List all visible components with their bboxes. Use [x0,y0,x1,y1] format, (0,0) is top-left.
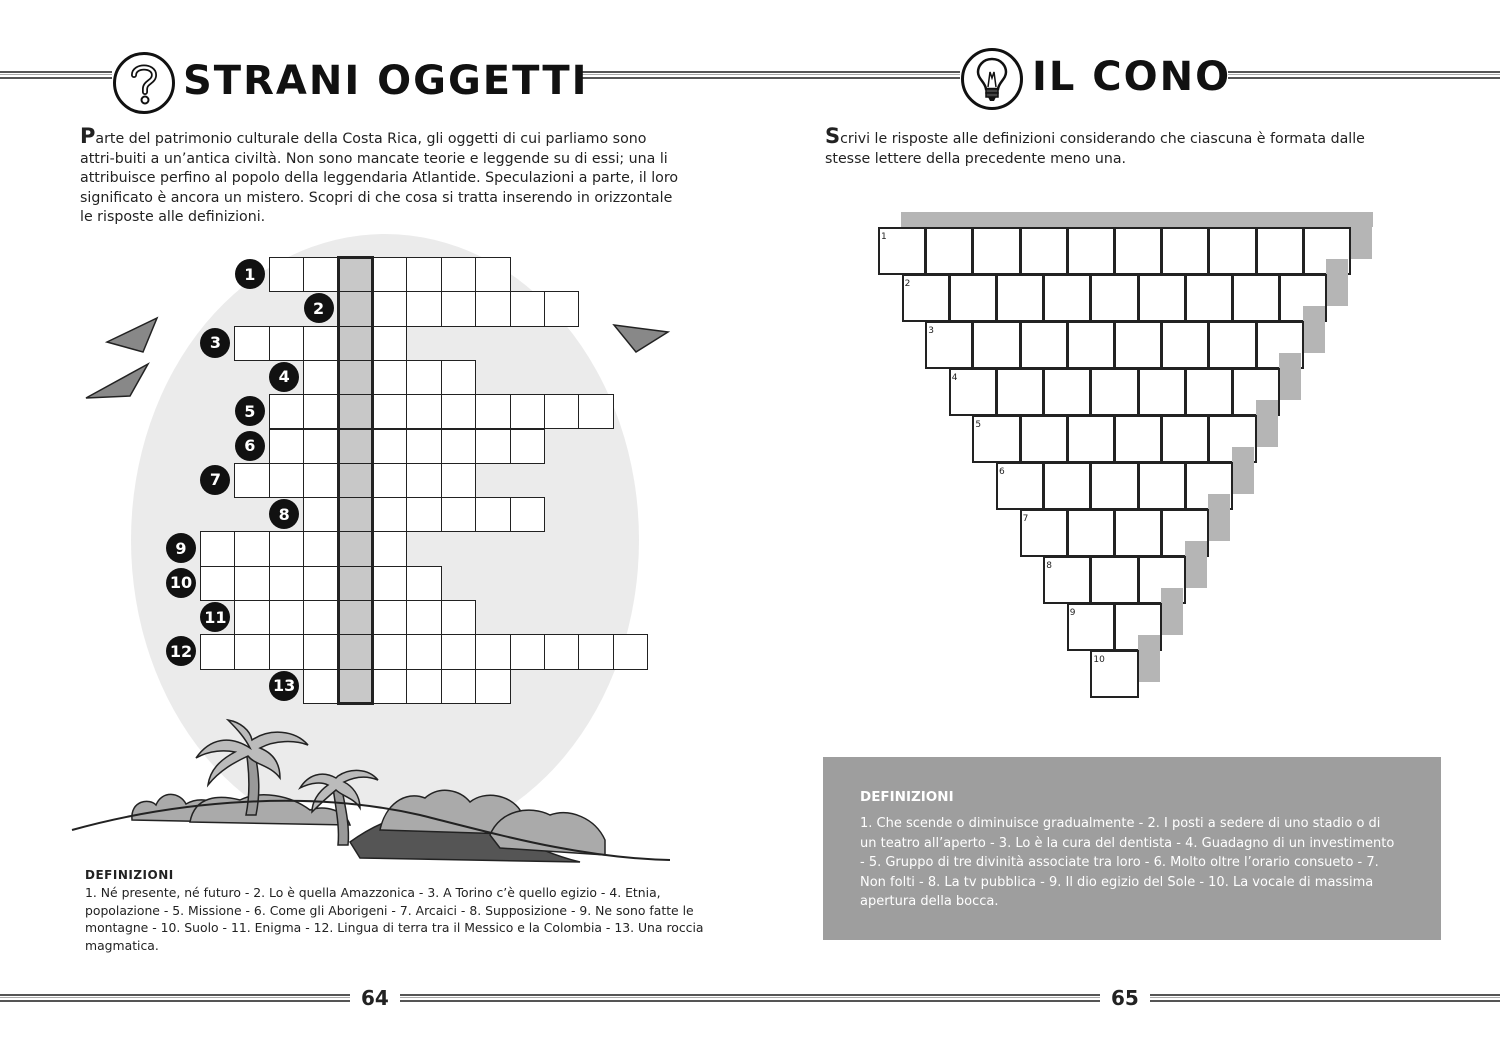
crossword-cell[interactable] [303,394,338,429]
crossword-cell[interactable] [303,531,338,566]
definitions-text: 1. Né presente, né futuro - 2. Lo è quella Amazzonica - 3. A Torino c’è quello egizio - 4. Etnia, popolazione - 5. Missione - 6. Come gli Aborigeni - 7. Arcaici - 8. Supposizione - 9. Ne sono fatte le montagne - 10. Suolo - 11. Enigma - 12. Lingua di terra tra il Messico e la Colombia - 13. Una roccia magmatica. [85,885,704,953]
crossword-key-cell[interactable] [338,600,373,635]
cone-cell[interactable] [996,368,1044,416]
cone-cell[interactable] [1161,415,1209,463]
cone-cell[interactable] [972,321,1020,369]
cone-cell[interactable] [1161,321,1209,369]
crossword-cell[interactable] [372,429,407,464]
intro-text: crivi le risposte alle definizioni considerando che ciascuna è formata dalle stesse lettere della precedente meno una. [825,131,1365,167]
crossword-cell[interactable] [510,634,545,669]
crossword-row-number: 7 [200,465,230,495]
cone-row-number: 3 [928,326,934,336]
crossword-cell[interactable] [234,326,269,361]
crossword-cell[interactable] [510,497,545,532]
bird-shape [86,364,148,398]
crossword-row-number: 8 [269,499,299,529]
crossword-cell[interactable] [303,566,338,601]
bush-shape [490,810,605,855]
crossword-cell[interactable] [372,326,407,361]
crossword-cell[interactable] [441,600,476,635]
crossword-cell[interactable] [372,463,407,498]
page-number: 64 [361,986,389,1010]
page-title: STRANI OGGETTI [183,58,589,104]
cone-cell[interactable] [1114,321,1162,369]
cone-cell[interactable] [1090,368,1138,416]
cone-cell[interactable] [972,227,1020,275]
crossword-cell[interactable] [234,600,269,635]
cone-cell[interactable] [1208,227,1256,275]
crossword-cell[interactable] [303,360,338,395]
page-title: IL CONO [1032,54,1232,100]
crossword-key-cell[interactable] [338,326,373,361]
crossword-key-cell[interactable] [338,291,373,326]
crossword-key-cell[interactable] [338,257,373,292]
cone-cell[interactable] [925,227,973,275]
crossword-cell[interactable] [303,463,338,498]
bird-shape [614,325,668,352]
crossword-key-cell[interactable] [338,566,373,601]
crossword-cell[interactable] [269,566,304,601]
definitions-box [823,757,1441,940]
crossword-row-number: 1 [235,259,265,289]
intro-paragraph [80,124,680,228]
crossword-cell[interactable] [441,497,476,532]
cone-shadow [1138,635,1160,682]
crossword-cell[interactable] [372,291,407,326]
crossword-cell[interactable] [303,634,338,669]
crossword-cell[interactable] [406,566,441,601]
crossword-cell[interactable] [372,669,407,704]
crossword-row-number: 9 [166,533,196,563]
footer-rule-right [1150,994,1500,1004]
cone-cell[interactable] [1090,274,1138,322]
crossword-cell[interactable] [234,531,269,566]
crossword-cell[interactable] [303,600,338,635]
crossword-row-number: 3 [200,328,230,358]
cone-cell[interactable] [1043,274,1091,322]
cone-shadow [1232,447,1254,494]
crossword-cell[interactable] [269,257,304,292]
crossword-row-number: 6 [235,431,265,461]
crossword-cell[interactable] [372,634,407,669]
definitions-text: 1. Che scende o diminuisce gradualmente - 2. I posti a sedere di uno stadio o di un teatro all’aperto - 3. Lo è la cura del dentista - 4. Guadagno di un investimento - 5. Gruppo di tre divinità associate tra loro - 6. Molto oltre l’orario consueto - 7. Non folti - 8. La tv pubblica - 9. Il dio egizio del Sole - 10. La vocale di massima apertura della bocca. [860,816,1395,910]
cone-row-number: 1 [881,232,887,242]
crossword-cell[interactable] [510,291,545,326]
crossword-key-cell[interactable] [338,394,373,429]
cone-cell[interactable] [1067,321,1115,369]
cone-cell[interactable] [1232,274,1280,322]
cone-cell[interactable] [1138,274,1186,322]
header-rule-left [0,71,112,81]
crossword-cell[interactable] [406,600,441,635]
crossword-cell[interactable] [372,531,407,566]
cone-row-number: 5 [975,420,982,430]
drop-cap: S [825,124,841,148]
drop-cap: P [80,124,96,148]
cone-cell[interactable] [1067,509,1115,557]
cone-cell[interactable] [1020,321,1068,369]
crossword-cell[interactable] [544,394,579,429]
intro-text: arte del patrimonio culturale della Costa Rica, gli oggetti di cui parliamo sono attri-buiti a un’antica civiltà. Non sono mancate teorie e leggende su di essi; una li attribuisce perfino al popolo della leggendaria Atlantide. Speculazioni a parte, il loro significato è ancora un mistero. Scopri di che cosa si tratta inserendo in orizzontale le risposte alle definizioni. [80,131,679,226]
crossword-cell[interactable] [441,429,476,464]
crossword-cell[interactable] [441,291,476,326]
cone-cell[interactable] [1208,321,1256,369]
crossword-key-cell[interactable] [338,634,373,669]
crossword-key-cell[interactable] [338,531,373,566]
crossword-cell[interactable] [303,497,338,532]
crossword-cell[interactable] [475,429,510,464]
crossword-row-number: 12 [166,636,196,666]
cone-cell[interactable] [1020,415,1068,463]
cone-cell[interactable] [1138,368,1186,416]
header-rule-left [750,71,960,81]
crossword-cell[interactable] [269,634,304,669]
cone-shadow [1279,353,1301,400]
crossword-row-number: 5 [235,396,265,426]
crossword-key-cell[interactable] [338,360,373,395]
crossword-cell[interactable] [510,429,545,464]
cone-shadow [1185,541,1207,588]
crossword-cell[interactable] [372,497,407,532]
cone-cell[interactable] [1114,509,1162,557]
crossword-row-number: 2 [304,293,334,323]
crossword-cell[interactable] [406,394,441,429]
crossword-key-cell[interactable] [338,463,373,498]
cone-cell[interactable] [1067,227,1115,275]
crossword-cell[interactable] [475,291,510,326]
crossword-cell[interactable] [303,257,338,292]
question-mark-icon [113,52,175,114]
cone-cell[interactable] [1090,556,1138,604]
crossword-cell[interactable] [441,669,476,704]
cone-cell[interactable] [949,274,997,322]
crossword-cell[interactable] [441,257,476,292]
intro-paragraph [825,124,1405,169]
crossword-cell[interactable] [475,257,510,292]
cone-cell[interactable] [996,274,1044,322]
crossword-cell[interactable] [441,463,476,498]
crossword-cell[interactable] [372,257,407,292]
crossword-cell[interactable] [269,429,304,464]
cone-shadow [1161,588,1183,635]
crossword-cell[interactable] [578,394,613,429]
cone-row-number: 6 [999,467,1005,477]
cone-cell[interactable] [1043,368,1091,416]
light-bulb-icon [961,48,1023,110]
crossword-cell[interactable] [406,669,441,704]
crossword-cell[interactable] [269,326,304,361]
cone-shadow [901,212,1373,227]
cone-row-number: 10 [1093,655,1105,665]
crossword-cell[interactable] [475,394,510,429]
cone-row-number: 9 [1069,608,1076,618]
crossword-cell[interactable] [475,669,510,704]
crossword-cell[interactable] [406,291,441,326]
crossword-cell[interactable] [406,634,441,669]
crossword-cell[interactable] [372,360,407,395]
crossword-row-number: 4 [269,362,299,392]
crossword-cell[interactable] [372,394,407,429]
crossword-cell[interactable] [441,360,476,395]
cone-cell[interactable] [1185,368,1233,416]
crossword-row-number: 10 [166,568,196,598]
cone-row-number: 2 [904,279,911,289]
bird-shape [107,318,157,352]
crossword-cell[interactable] [372,600,407,635]
crossword-cell[interactable] [234,634,269,669]
crossword-cell[interactable] [613,634,648,669]
crossword-cell[interactable] [200,566,235,601]
cone-shadow [1256,400,1278,447]
crossword-cell[interactable] [406,497,441,532]
cone-row-number: 7 [1022,514,1029,524]
crossword-cell[interactable] [303,326,338,361]
definitions-heading: DEFINIZIONI [860,789,954,805]
crossword-cell[interactable] [200,531,235,566]
crossword-row-number: 13 [269,671,299,701]
crossword-cell[interactable] [406,463,441,498]
footer-rule-left [0,994,350,1004]
cone-row-number: 8 [1046,561,1052,571]
crossword-cell[interactable] [441,394,476,429]
crossword-cell[interactable] [441,634,476,669]
crossword-cell[interactable] [578,634,613,669]
definitions-block [85,867,705,954]
cone-cell[interactable] [1161,227,1209,275]
cone-cell[interactable] [1090,462,1138,510]
crossword-cell[interactable] [269,463,304,498]
definitions-heading: DEFINIZIONI [85,868,174,882]
crossword-cell[interactable] [406,257,441,292]
cone-shadow [1208,494,1230,541]
crossword-cell[interactable] [269,600,304,635]
cone-cell[interactable] [1114,227,1162,275]
crossword-cell[interactable] [544,634,579,669]
crossword-cell[interactable] [544,291,579,326]
cone-cell[interactable] [1020,227,1068,275]
header-rule-right [1228,71,1500,81]
crossword-cell[interactable] [234,566,269,601]
cone-cell[interactable] [1185,274,1233,322]
footer-rule-right [400,994,750,1004]
crossword-cell[interactable] [406,360,441,395]
footer-rule-left [750,994,1100,1004]
header-rule-right [578,71,750,81]
crossword-cell[interactable] [475,497,510,532]
crossword-cell[interactable] [303,669,338,704]
crossword-cell[interactable] [269,531,304,566]
cone-shadow [1350,212,1372,259]
cone-cell[interactable] [1114,415,1162,463]
cone-cell[interactable] [1138,462,1186,510]
crossword-key-cell[interactable] [338,429,373,464]
cone-cell[interactable] [1256,227,1304,275]
cone-row-number: 4 [951,373,958,383]
cone-cell[interactable] [1067,415,1115,463]
page-number: 65 [1111,986,1139,1010]
crossword-key-cell[interactable] [338,497,373,532]
crossword-cell[interactable] [406,429,441,464]
crossword-cell[interactable] [269,394,304,429]
crossword-row-number: 11 [200,602,230,632]
crossword-key-cell[interactable] [338,669,373,704]
crossword-cell[interactable] [200,634,235,669]
crossword-cell[interactable] [475,634,510,669]
cone-shadow [1303,306,1325,353]
crossword-cell[interactable] [303,429,338,464]
crossword-cell[interactable] [510,394,545,429]
crossword-cell[interactable] [372,566,407,601]
cone-shadow [1326,259,1348,306]
cone-cell[interactable] [1043,462,1091,510]
crossword-cell[interactable] [234,463,269,498]
